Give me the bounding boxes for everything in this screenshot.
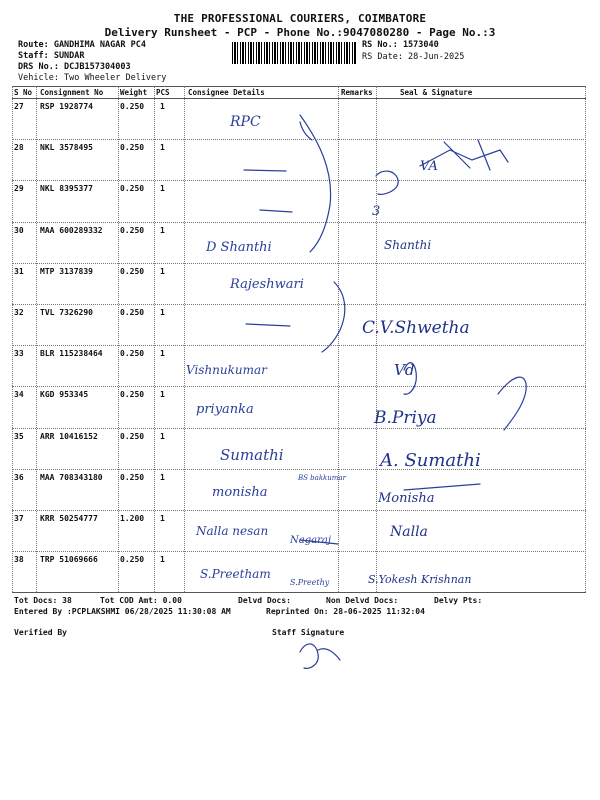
row-signature: C.V.Shwetha	[362, 318, 470, 338]
reprinted-on: Reprinted On: 28-06-2025 11:32:04	[266, 607, 425, 616]
row-pcs: 1	[160, 102, 165, 111]
row-sno: 36	[14, 472, 24, 482]
row-sno: 30	[14, 225, 24, 235]
row-sno: 33	[14, 349, 24, 359]
row-signature: 3	[372, 204, 381, 220]
row-consignee-handwritten: D Shanthi	[206, 239, 272, 255]
row-consignment-no: TVL 7326290	[40, 308, 93, 317]
row-signature: Monisha	[378, 490, 435, 506]
delivery-points: Delvy Pts:	[434, 596, 483, 605]
row-weight: 0.250	[120, 184, 145, 194]
row-pcs: 1	[160, 431, 165, 441]
row-consignee-handwritten: Sumathi	[220, 445, 284, 464]
delivered-docs: Delvd Docs:	[238, 596, 291, 605]
handwritten-note: Nagaraj	[290, 535, 331, 546]
row-signature: Nalla	[390, 524, 428, 540]
row-consignee-handwritten: Rajeshwari	[230, 276, 304, 292]
row-sno: 35	[14, 431, 24, 441]
row-consignment-no: NKL 8395377	[40, 184, 93, 194]
row-consignee-handwritten: priyanka	[196, 402, 254, 418]
row-signature: Shanthi	[384, 237, 432, 252]
row-weight: 0.250	[120, 143, 145, 153]
row-consignee-handwritten: Nalla nesan	[196, 524, 269, 538]
row-consignee-handwritten: monisha	[212, 484, 268, 500]
rs-date: RS Date: 28-Jun-2025	[362, 52, 465, 62]
row-consignment-no: BLR 115238464	[40, 349, 103, 359]
col-sno: S No	[14, 88, 33, 97]
row-consignment-no: KRR 50254777	[40, 514, 98, 523]
row-pcs: 1	[160, 349, 165, 359]
row-pcs: 1	[160, 514, 165, 523]
row-weight: 0.250	[120, 349, 145, 359]
route-label: Route: GANDHIMA NAGAR PC4	[18, 40, 146, 50]
row-signature: A. Sumathi	[380, 449, 481, 471]
row-weight: 1.200	[120, 514, 145, 523]
row-weight: 0.250	[120, 555, 145, 565]
row-consignment-no: NKL 3578495	[40, 143, 93, 153]
row-signature: B.Priya	[374, 408, 437, 429]
row-weight: 0.250	[120, 266, 145, 276]
row-consignment-no: ARR 10416152	[40, 431, 98, 441]
row-sno: 38	[14, 555, 24, 565]
row-pcs: 1	[160, 266, 165, 276]
row-weight: 0.250	[120, 225, 145, 235]
row-weight: 0.250	[120, 390, 145, 400]
non-delivered-docs: Non Delvd Docs:	[326, 596, 399, 605]
row-consignment-no: MAA 708343180	[40, 472, 103, 482]
row-consignee-handwritten: Vishnukumar	[186, 363, 267, 378]
verified-by: Verified By	[14, 628, 67, 637]
row-weight: 0.250	[120, 431, 145, 441]
row-sno: 32	[14, 308, 24, 317]
row-weight: 0.250	[120, 472, 145, 482]
col-seal: Seal & Signature	[400, 88, 473, 97]
staff-label: Staff: SUNDAR	[18, 51, 85, 61]
row-pcs: 1	[160, 225, 165, 235]
row-signature: VA	[420, 159, 438, 175]
row-pcs: 1	[160, 143, 165, 153]
row-consignment-no: MTP 3137839	[40, 266, 93, 276]
company-title: THE PROFESSIONAL COURIERS, COIMBATORE	[173, 12, 427, 25]
row-signature: Vd	[394, 361, 415, 380]
runsheet-subtitle: Delivery Runsheet - PCP - Phone No.:9047080280 - Page No.:3	[104, 26, 496, 39]
col-remarks: Remarks	[341, 88, 373, 97]
col-consignee: Consignee Details	[188, 88, 265, 97]
row-weight: 0.250	[120, 308, 145, 317]
row-pcs: 1	[160, 308, 165, 317]
rs-number: RS No.: 1573040	[362, 40, 439, 50]
vehicle-label: Vehicle: Two Wheeler Delivery	[18, 73, 167, 83]
row-pcs: 1	[160, 390, 165, 400]
row-consignment-no: RSP 1928774	[40, 102, 93, 111]
row-sno: 37	[14, 514, 24, 523]
staff-signature-label: Staff Signature	[272, 628, 345, 637]
row-consignment-no: KGD 953345	[40, 390, 89, 400]
row-weight: 0.250	[120, 102, 145, 111]
entered-by: Entered By :PCPLAKSHMI 06/28/2025 11:30:08 AM	[14, 607, 231, 616]
row-pcs: 1	[160, 472, 165, 482]
row-signature: S.Yokesh Krishnan	[368, 573, 472, 587]
col-pcs: PCS	[156, 88, 170, 97]
row-consignee-handwritten: RPC	[230, 114, 261, 130]
row-sno: 34	[14, 390, 24, 400]
row-pcs: 1	[160, 184, 165, 194]
row-consignee-handwritten: S.Preetham	[200, 567, 271, 582]
row-sno: 28	[14, 143, 24, 153]
col-consignment: Consignment No	[40, 88, 104, 97]
handwritten-note: BS bakkumar	[298, 474, 346, 482]
row-consignment-no: MAA 600289332	[40, 225, 103, 235]
row-consignment-no: TRP 51069666	[40, 555, 98, 565]
row-pcs: 1	[160, 555, 165, 565]
row-sno: 29	[14, 184, 24, 194]
row-sno: 31	[14, 266, 24, 276]
row-sno: 27	[14, 102, 24, 111]
drs-label: DRS No.: DCJB157304003	[18, 62, 131, 72]
handwritten-note: S.Preethy	[290, 578, 330, 587]
cod-amount: Tot COD Amt: 0.00	[100, 596, 182, 605]
col-weight: Weight	[120, 88, 148, 97]
total-docs: Tot Docs: 38	[14, 596, 72, 605]
